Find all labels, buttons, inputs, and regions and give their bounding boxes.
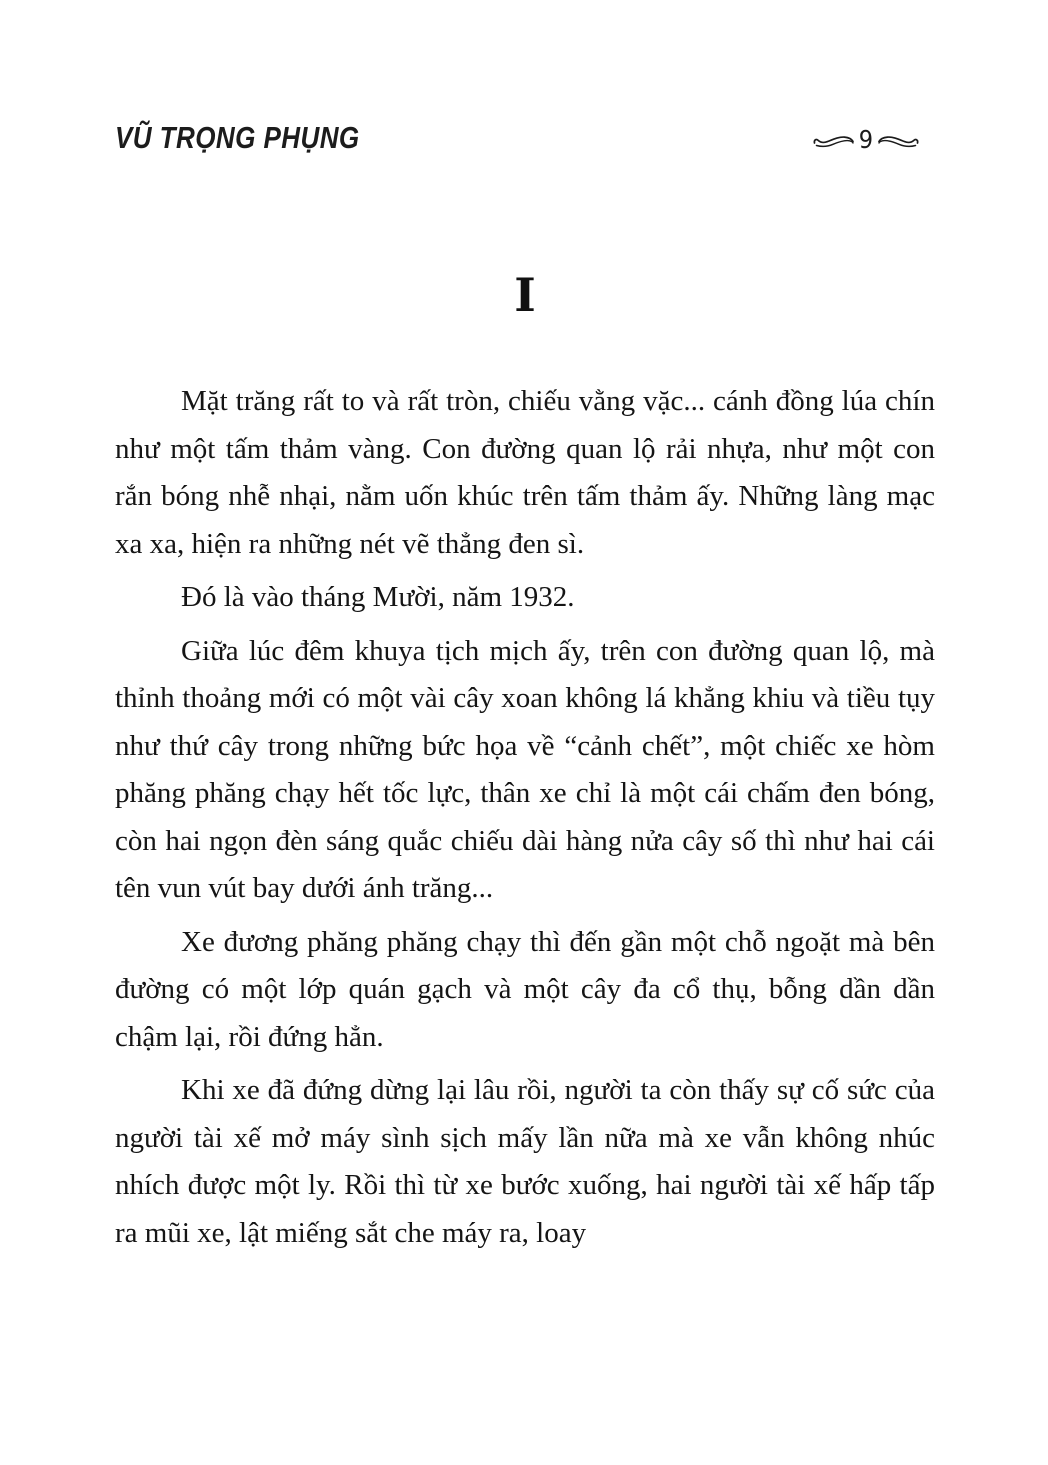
running-header xyxy=(115,112,935,156)
paragraph: Khi xe đã đứng dừng lại lâu rồi, người ta còn thấy sự cố sức của người tài xế mở máy sình sịch mấy lần nữa mà xe vẫn không nhúc nhích được một ly. Rồi thì từ xe bước xuống, hai người tài xế hấp tấp ra mũi xe, lật miếng sắt che máy ra, loay xyxy=(115,1074,935,1249)
chapter-numeral: I xyxy=(514,268,536,322)
page-number: 9 xyxy=(858,125,874,154)
paragraph: Giữa lúc đêm khuya tịch mịch ấy, trên con đường quan lộ, mà thỉnh thoảng mới có một vài cây xoan không lá khẳng khiu và tiều tụy như thứ cây trong những bức họa về “cảnh chết”, một chiếc xe hòm phăng phăng chạy hết tốc lực, thân xe chỉ là một cái chấm đen bóng, còn hai ngọn đèn sáng quắc chiếu dài hàng nửa cây số thì như hai cái tên vun vút bay dưới ánh trăng... xyxy=(115,634,935,904)
page-number-ornament xyxy=(813,127,935,152)
left-swash-icon xyxy=(813,132,855,148)
paragraph: Mặt trăng rất to và rất tròn, chiếu vằng vặc... cánh đồng lúa chín như một tấm thảm vàng. Con đường quan lộ rải nhựa, như một con rắn bóng nhễ nhại, nằm uốn khúc trên tấm thảm ấy. Những làng mạc xa xa, hiện ra những nét vẽ thẳng đen sì. xyxy=(115,385,935,560)
author-name: VŨ TRỌNG PHỤNG xyxy=(115,120,360,155)
paragraph: Đó là vào tháng Mười, năm 1932. xyxy=(181,581,575,613)
paragraph: Xe đương phăng phăng chạy thì đến gần một chỗ ngoặt mà bên đường có một lớp quán gạch và một cây đa cổ thụ, bỗng dần dần chậm lại, rồi đứng hẳn. xyxy=(115,925,935,1053)
right-swash-icon xyxy=(877,132,919,148)
body-text xyxy=(115,378,935,1257)
